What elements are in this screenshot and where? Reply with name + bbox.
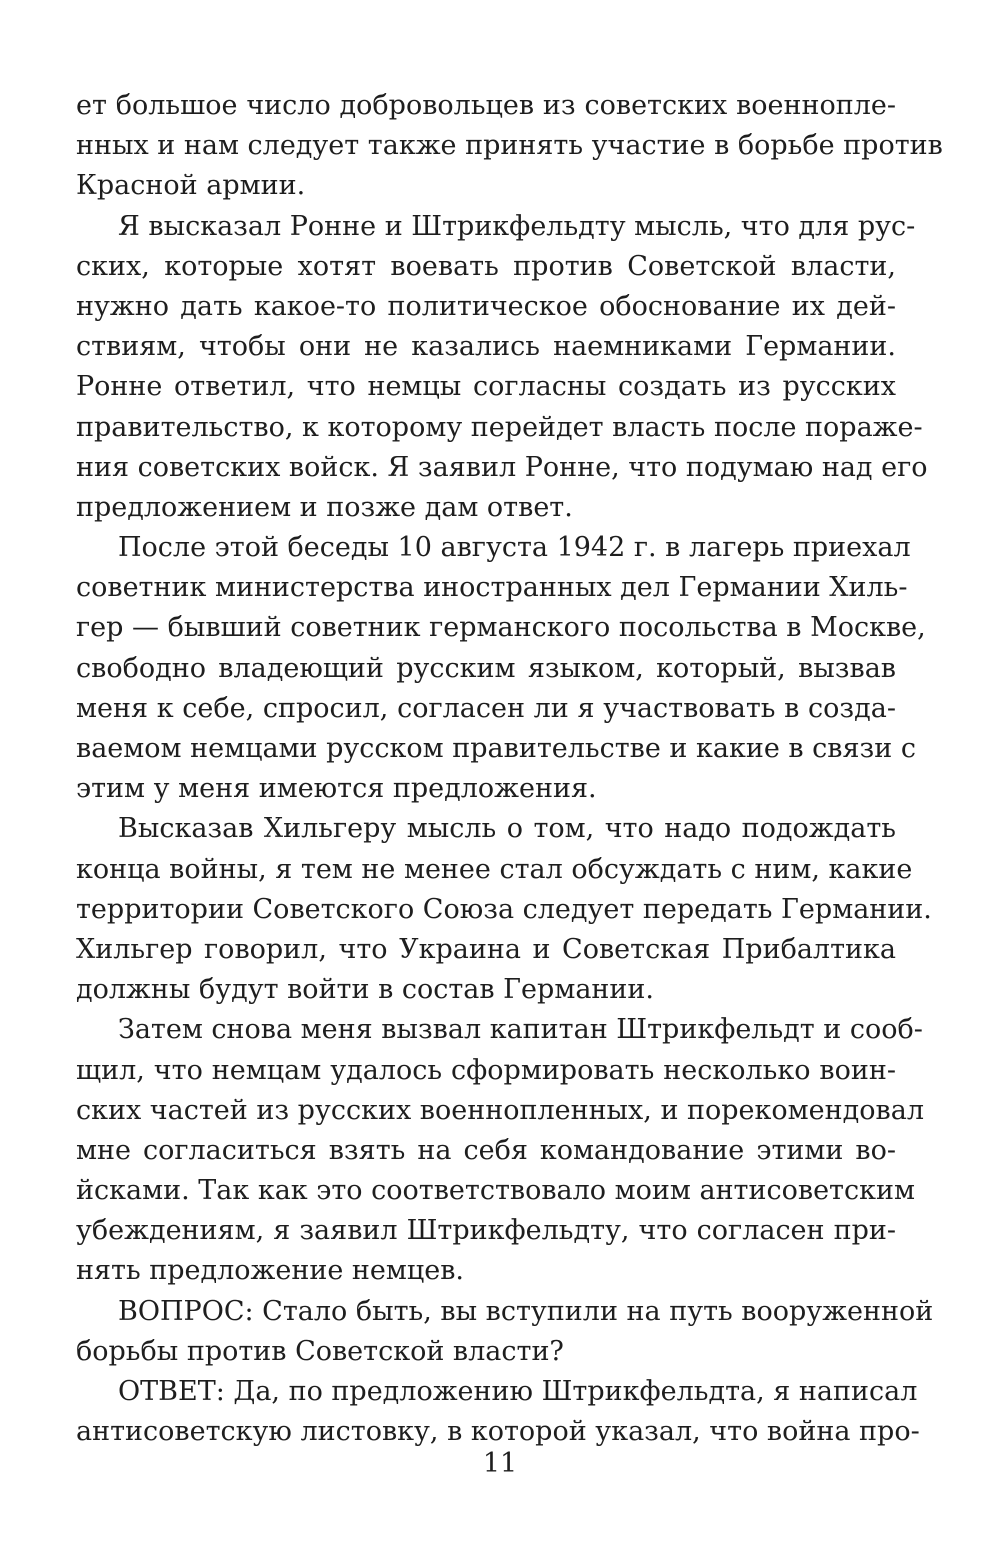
text-line: конца войны, я тем не менее стал обсуждать с ним, какие: [76, 853, 913, 885]
paragraph: [76, 1292, 934, 1372]
text-line: этим у меня имеются предложения.: [76, 773, 597, 805]
text-line: нных и нам следует также принять участие в борьбе против: [76, 130, 943, 162]
text-line: должны будут войти в состав Германии.: [76, 974, 654, 1006]
text-line: нужно дать какое-то политическое обоснование их дей-: [76, 290, 896, 322]
text-line: ния советских войск. Я заявил Ронне, что подумаю над его: [76, 451, 928, 483]
text-line: Я высказал Ронне и Штрикфельдту мысль, что для рус-: [118, 210, 916, 242]
text-line: мне согласиться взять на себя командование этими во-: [76, 1134, 896, 1166]
text-line: ет большое число добровольцев из советских военнопле-: [76, 90, 896, 121]
text-line: антисоветскую листовку, в которой указал, что война про-: [76, 1416, 920, 1448]
text-line: меня к себе, спросил, согласен ли я участвовать в созда-: [76, 692, 896, 724]
paragraph: [76, 86, 943, 207]
paragraph: [76, 207, 928, 529]
paragraph: [76, 528, 926, 809]
text-line: территории Советского Союза следует передать Германии.: [76, 893, 932, 925]
paragraph: [76, 1372, 920, 1452]
text-line: Затем снова меня вызвал капитан Штрикфельдт и сооб-: [118, 1014, 923, 1046]
text-line: ских, которые хотят воевать против Советской власти,: [76, 250, 896, 282]
text-line: советник министерства иностранных дел Германии Хиль-: [76, 572, 908, 604]
text-line: правительство, к которому перейдет власть после пораже-: [76, 411, 923, 443]
text-line: ствиям, чтобы они не казались наемниками Германии.: [76, 331, 896, 363]
text-line: свободно владеющий русским языком, который, вызвав: [76, 652, 896, 684]
text-line: нять предложение немцев.: [76, 1255, 465, 1287]
text-line: ВОПРОС: Стало быть, вы вступили на путь вооруженной: [118, 1295, 934, 1327]
text-line: Хильгер говорил, что Украина и Советская Прибалтика: [76, 933, 896, 965]
text-line: гер — бывший советник германского посольства в Москве,: [76, 612, 926, 644]
text-line: Ронне ответил, что немцы согласны создать из русских: [76, 371, 896, 403]
text-line: После этой беседы 10 августа 1942 г. в лагерь приехал: [118, 532, 911, 564]
text-line: ОТВЕТ: Да, по предложению Штрикфельдта, я написал: [118, 1376, 918, 1407]
page-text: [76, 86, 943, 1452]
text-line: ских частей из русских военнопленных, и порекомендовал: [76, 1094, 924, 1126]
text-line: убеждениям, я заявил Штрикфельдту, что согласен при-: [76, 1215, 896, 1247]
text-line: ваемом немцами русском правительстве и какие в связи с: [76, 733, 916, 764]
text-line: предложением и позже дам ответ.: [76, 491, 573, 523]
text-line: борьбы против Советской власти?: [76, 1335, 564, 1367]
text-line: Красной армии.: [76, 170, 306, 202]
page-number: 11: [482, 1448, 518, 1479]
text-line: щил, что немцам удалось сформировать несколько воин-: [76, 1054, 896, 1086]
paragraph: [76, 809, 932, 1010]
text-line: Высказав Хильгеру мысль о том, что надо подождать: [118, 813, 896, 845]
text-line: йсками. Так как это соответствовало моим антисоветским: [76, 1175, 915, 1207]
paragraph: [76, 1010, 924, 1291]
